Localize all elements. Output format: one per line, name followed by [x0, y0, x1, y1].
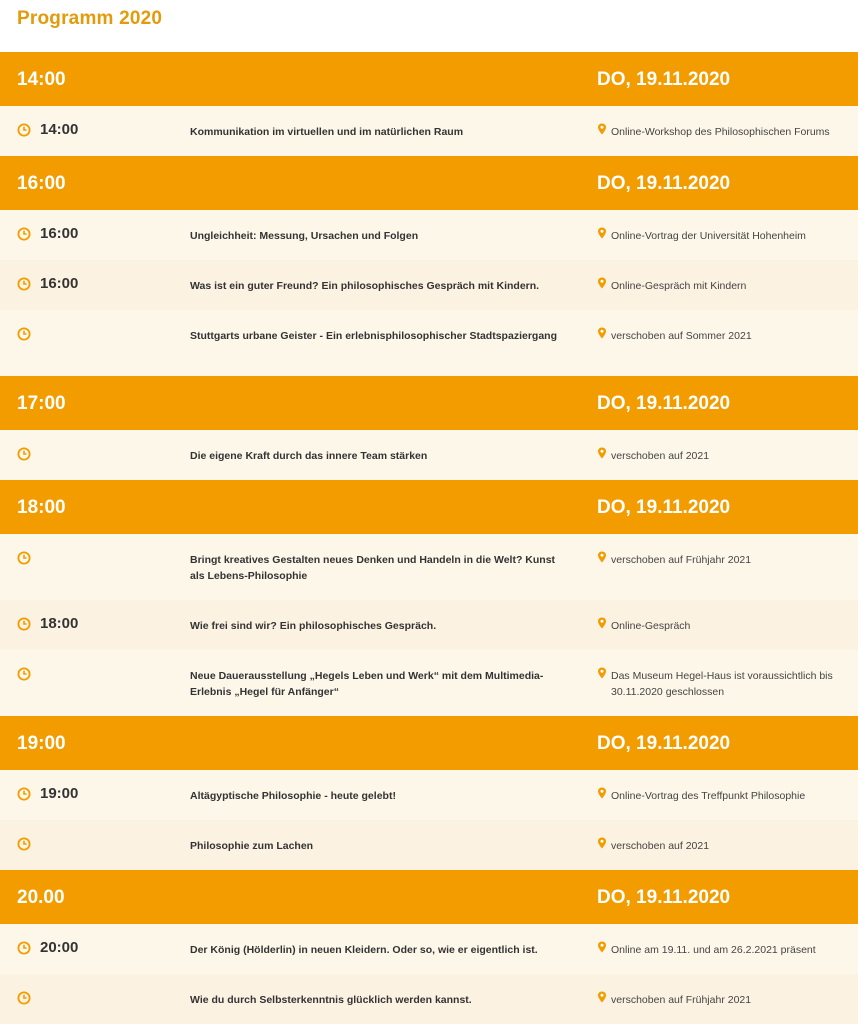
event-location: verschoben auf 2021 — [611, 840, 710, 852]
event-location: Online-Vortrag der Universität Hohenheim — [611, 230, 806, 242]
event-row[interactable] — [0, 210, 858, 260]
event-title[interactable]: Kommunikation im virtuellen und im natürlichen Raum — [190, 126, 464, 138]
clock-icon — [17, 227, 31, 241]
event-location: verschoben auf Sommer 2021 — [611, 330, 752, 342]
group-date: DO, 19.11.2020 — [597, 733, 731, 754]
group-date: DO, 19.11.2020 — [597, 887, 731, 908]
event-time: 19:00 — [40, 785, 79, 802]
event-title[interactable]: Wie du durch Selbsterkenntnis glücklich werden kannst. — [190, 994, 472, 1006]
event-location: Online-Gespräch mit Kindern — [611, 280, 747, 292]
time-group-header — [0, 870, 858, 924]
event-location: Das Museum Hegel-Haus ist voraussichtlich bis 30.11.2020 geschlossen — [611, 670, 833, 698]
clock-icon — [17, 551, 31, 565]
event-location: verschoben auf Frühjahr 2021 — [611, 554, 752, 566]
group-date: DO, 19.11.2020 — [597, 173, 731, 194]
event-location: verschoben auf 2021 — [611, 450, 710, 462]
map-pin-icon — [597, 941, 607, 953]
clock-icon — [17, 941, 31, 955]
group-time: 17:00 — [17, 393, 66, 414]
event-title[interactable]: Bringt kreatives Gestalten neues Denken und Handeln in die Welt? Kunst als Lebens-Philosophie — [190, 554, 556, 582]
event-row[interactable] — [0, 106, 858, 156]
event-time: 16:00 — [40, 225, 79, 242]
event-time: 18:00 — [40, 615, 79, 632]
clock-icon — [17, 327, 31, 341]
group-time: 14:00 — [17, 69, 66, 90]
event-row[interactable] — [0, 820, 858, 870]
clock-icon — [17, 787, 31, 801]
event-title[interactable]: Wie frei sind wir? Ein philosophisches Gespräch. — [190, 620, 437, 632]
map-pin-icon — [597, 123, 607, 135]
clock-icon — [17, 991, 31, 1005]
group-time: 16:00 — [17, 173, 66, 194]
event-location: Online-Gespräch — [611, 620, 691, 632]
event-time: 20:00 — [40, 939, 79, 956]
group-date: DO, 19.11.2020 — [597, 497, 731, 518]
event-location: verschoben auf Frühjahr 2021 — [611, 994, 752, 1006]
clock-icon — [17, 617, 31, 631]
group-date: DO, 19.11.2020 — [597, 393, 731, 414]
event-title[interactable]: Altägyptische Philosophie - heute gelebt! — [190, 790, 396, 802]
event-title[interactable]: Die eigene Kraft durch das innere Team stärken — [190, 450, 428, 462]
map-pin-icon — [597, 667, 607, 679]
program-schedule — [0, 52, 858, 1024]
time-group-header — [0, 52, 858, 106]
event-row[interactable] — [0, 770, 858, 820]
event-title[interactable]: Ungleichheit: Messung, Ursachen und Folgen — [190, 230, 419, 242]
time-group-header — [0, 156, 858, 210]
time-group-header — [0, 376, 858, 430]
clock-icon — [17, 123, 31, 137]
event-row[interactable] — [0, 430, 858, 480]
map-pin-icon — [597, 787, 607, 799]
map-pin-icon — [597, 277, 607, 289]
map-pin-icon — [597, 991, 607, 1003]
group-time: 18:00 — [17, 497, 66, 518]
map-pin-icon — [597, 617, 607, 629]
map-pin-icon — [597, 327, 607, 339]
map-pin-icon — [597, 447, 607, 459]
page-title: Programm 2020 — [17, 8, 163, 29]
clock-icon — [17, 837, 31, 851]
event-time: 16:00 — [40, 275, 79, 292]
event-row[interactable] — [0, 974, 858, 1024]
event-title[interactable]: Was ist ein guter Freund? Ein philosophisches Gespräch mit Kindern. — [190, 280, 540, 292]
group-time: 20.00 — [17, 887, 65, 908]
event-title[interactable]: Neue Dauerausstellung „Hegels Leben und Werk“ mit dem Multimedia-Erlebnis „Hegel für Anfänger“ — [190, 670, 544, 698]
event-row[interactable] — [0, 924, 858, 974]
event-row[interactable] — [0, 600, 858, 650]
event-location: Online-Vortrag des Treffpunkt Philosophie — [611, 790, 806, 802]
event-row[interactable] — [0, 650, 858, 716]
event-time: 14:00 — [40, 121, 79, 138]
event-location: Online-Workshop des Philosophischen Forums — [611, 126, 830, 138]
event-row[interactable] — [0, 310, 858, 376]
group-time: 19:00 — [17, 733, 66, 754]
map-pin-icon — [597, 837, 607, 849]
event-row[interactable] — [0, 534, 858, 600]
clock-icon — [17, 667, 31, 681]
event-title[interactable]: Der König (Hölderlin) in neuen Kleidern. Oder so, wie er eigentlich ist. — [190, 944, 538, 956]
group-date: DO, 19.11.2020 — [597, 69, 731, 90]
clock-icon — [17, 447, 31, 461]
time-group-header — [0, 480, 858, 534]
time-group-header — [0, 716, 858, 770]
clock-icon — [17, 277, 31, 291]
event-row[interactable] — [0, 260, 858, 310]
map-pin-icon — [597, 227, 607, 239]
map-pin-icon — [597, 551, 607, 563]
event-location: Online am 19.11. und am 26.2.2021 präsent — [611, 944, 816, 956]
event-title[interactable]: Stuttgarts urbane Geister - Ein erlebnisphilosophischer Stadtspaziergang — [190, 330, 557, 342]
event-title[interactable]: Philosophie zum Lachen — [190, 840, 314, 852]
